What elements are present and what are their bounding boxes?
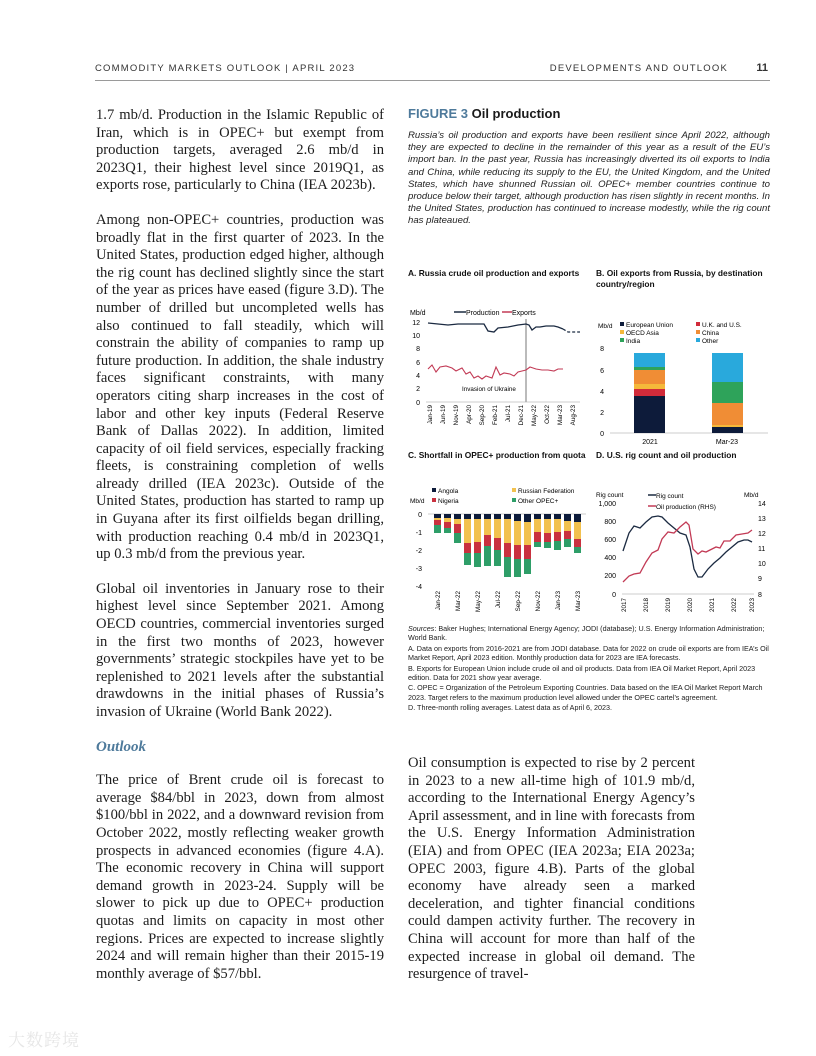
figure-3 [408, 106, 770, 228]
panel-c-title: C. Shortfall in OPEC+ production from quota [408, 450, 586, 460]
svg-text:Russian Federation: Russian Federation [518, 487, 575, 495]
svg-text:Apr-20: Apr-20 [466, 404, 473, 424]
note-d: D. Three-month rolling averages. Latest data as of April 6, 2023. [408, 703, 613, 713]
svg-text:2018: 2018 [643, 597, 650, 612]
svg-text:-1: -1 [415, 529, 422, 537]
production-line [428, 323, 563, 332]
panel-a-x-axis [427, 404, 577, 425]
left-column [96, 107, 384, 1000]
legend-exports: Exports [512, 309, 536, 317]
panel-c-unit: Mb/d [410, 497, 425, 505]
svg-text:Jul-21: Jul-21 [505, 404, 512, 422]
legend-oil-production: Oil production (RHS) [656, 503, 716, 511]
svg-text:2020: 2020 [687, 597, 694, 612]
svg-text:European Union: European Union [626, 322, 673, 329]
panel-d-y-axis-left [598, 501, 616, 599]
svg-text:China: China [702, 330, 719, 337]
svg-text:9: 9 [758, 575, 762, 583]
panel-a-title: A. Russia crude oil production and exports [408, 268, 580, 278]
svg-text:Nov-22: Nov-22 [535, 590, 542, 611]
panel-b-chart [596, 289, 776, 444]
svg-text:800: 800 [604, 518, 616, 526]
svg-text:-2: -2 [415, 547, 422, 555]
panel-b-legend [620, 322, 742, 345]
svg-text:13: 13 [758, 515, 766, 523]
figure-title-text: Oil production [471, 106, 561, 121]
svg-text:Aug-23: Aug-23 [570, 404, 577, 425]
svg-text:Jun-19: Jun-19 [440, 404, 447, 424]
figure-title [408, 106, 770, 121]
svg-text:6: 6 [600, 368, 604, 375]
paragraph-consumption: Oil consumption is expected to rise by 2 percent in 2023 to a new all-time high of 101.9 mb/d, according to the International Energy Agency’s April assessment, and in line with forecasts from the U.S. Energy Information Administration (EIA) and from OPEC (IEA 2023a; EIA 2023a; OPEC 2003, figure 4.B). Parts of the global economy have already seen a marked deceleration, and tighter financial conditions could dampen activity further. The recovery in China will account for more than half of the expected increase in global oil demand. The resurgence of travel- [408, 755, 695, 983]
svg-text:400: 400 [604, 554, 616, 562]
svg-text:Sep-20: Sep-20 [479, 404, 486, 425]
svg-text:1,000: 1,000 [598, 500, 616, 508]
svg-text:Mar-23: Mar-23 [557, 404, 564, 425]
panel-c-chart [408, 461, 590, 616]
svg-text:2019: 2019 [665, 597, 672, 612]
panel-b-unit: Mb/d [598, 323, 613, 330]
svg-text:-3: -3 [415, 565, 422, 573]
svg-text:2017: 2017 [621, 597, 628, 612]
svg-text:2: 2 [600, 410, 604, 417]
oil-production-line [623, 522, 752, 582]
panel-d-x-axis [621, 597, 756, 612]
svg-text:11: 11 [758, 545, 766, 553]
panel-d-us-rig-count [596, 450, 776, 621]
figure-description: Russia’s oil production and exports have been resilient since April 2022, although they are expected to decline in the remainder of this year as a result of the EU’s import ban. In the past year, Russia has increasingly diverted its oil exports to India and China, while reducing its supply to the EU, the United Kingdom, and the United States, which have shunned Russian oil. OPEC+ member countries continue to produce below their target, although production has risen slightly in recent months. In the United States, production has continued to increase modestly, while the rig count has plateaued. [408, 130, 770, 227]
panel-c-x-axis [435, 590, 582, 611]
svg-text:10: 10 [412, 332, 420, 340]
svg-text:Nigeria: Nigeria [438, 497, 459, 505]
svg-text:Mar-22: Mar-22 [455, 590, 462, 611]
note-a: A. Data on exports from 2016-2021 are from JODI database. Data for 2022 on crude oil exports are from IEA’s Oil Market Report, April 2023 edition. Monthly production data for 2023 are IEA forecasts. [408, 643, 769, 663]
svg-text:8: 8 [600, 346, 604, 353]
exports-line [428, 365, 563, 379]
svg-text:14: 14 [758, 500, 766, 508]
note-b: B. Exports for European Union include crude oil and oil products. Data from IEA Oil Market Report, April 2023 edition. Data for 2021 show year average. [408, 663, 756, 683]
svg-text:U.K. and U.S.: U.K. and U.S. [702, 322, 742, 329]
legend-rig-count: Rig count [656, 492, 684, 500]
svg-text:4: 4 [600, 389, 604, 396]
svg-text:0: 0 [612, 591, 616, 599]
publication-title: COMMODITY MARKETS OUTLOOK | APRIL 2023 [95, 63, 356, 74]
panel-d-chart [596, 461, 776, 621]
svg-text:2: 2 [416, 385, 420, 393]
panel-c-y-axis [416, 512, 422, 591]
production-forecast-line [563, 329, 580, 332]
svg-text:Other: Other [702, 338, 719, 345]
svg-text:Other OPEC+: Other OPEC+ [518, 497, 559, 505]
panel-b-russia-exports-destination [596, 268, 776, 444]
svg-text:May-22: May-22 [531, 404, 538, 426]
svg-text:0: 0 [416, 399, 420, 407]
panel-d-title: D. U.S. rig count and oil production [596, 450, 737, 460]
section-heading-outlook: Outlook [96, 738, 147, 755]
svg-text:Angola: Angola [438, 487, 459, 495]
panel-a-unit: Mb/d [410, 309, 426, 317]
panel-a-chart [408, 279, 588, 434]
svg-text:2022: 2022 [731, 597, 738, 612]
panel-c-legend [432, 488, 575, 505]
sources-label: Sources [408, 624, 435, 633]
svg-text:8: 8 [758, 591, 762, 599]
svg-text:2023: 2023 [749, 597, 756, 612]
panel-c-opec-shortfall [408, 450, 590, 616]
panel-a-russia-production [408, 268, 588, 434]
panel-a-y-axis [412, 320, 420, 407]
svg-text:Jan-23: Jan-23 [555, 590, 562, 610]
svg-text:Jan-22: Jan-22 [435, 590, 442, 610]
paragraph-non-opec: Among non-OPEC+ countries, production was broadly flat in the first quarter of 2023. In the United States, production edged higher, although the rig count has declined slightly since the start of the year as prices have eased (figure 3.D). The number of drilled but uncompleted wells has also continued to fall steadily, which will constrain the ability of companies to ramp up future production. In addition, the shale industry faces significant constraints, with many operators citing sharp increases in the cost of labor and other key inputs (Federal Reserve Bank of Dallas 2022). In addition, limited capacity of oil field services, especially fracking fleets, is constraining completion of wells already drilled (IEA 2023c). Outside of the United States, production has started to ramp up in Guyana after its first oilfields began drilling, with production reaching 0.4 mb/d in 2023Q1, up 0.3 mb/d from the previous year. [96, 211, 384, 563]
panel-d-unit-left: Rig count [596, 491, 624, 499]
svg-text:Oct-22: Oct-22 [544, 404, 551, 424]
svg-text:Jul-22: Jul-22 [495, 590, 502, 608]
running-header [95, 62, 770, 81]
svg-text:2021: 2021 [709, 597, 716, 612]
sources-line [408, 624, 770, 643]
paragraph-outlook: The price of Brent crude oil is forecast to average $84/bbl in 2023, down from almost $100/bbl in 2022, and a downward revision from October 2022, mostly reflecting weaker growth prospects in advanced economies (figure 4.A). The economic recovery in China will support demand growth in 2023-24. Supply will be slower to pick up due to OPEC+ production quotas and limits on capacity in most other regions. Prices are expected to increase slightly 2024 and will remain higher than their 2015-19 monthly average of $57/bbl. [96, 772, 384, 982]
svg-text:600: 600 [604, 536, 616, 544]
paragraph-iran: 1.7 mb/d. Production in the Islamic Republic of Iran, which is in OPEC+ but exempt from production targets, averaged 2.6 mb/d in 2023Q1, their highest level since 2019Q1, as exports rose, particularly to China (IEA 2023b). [96, 107, 384, 194]
svg-text:2021: 2021 [642, 439, 658, 444]
bar-2021 [634, 353, 665, 433]
paragraph-inventories: Global oil inventories in January rose to their highest level since September 2021. Among OECD countries, commercial inventories surged in the first two months of 2023, however governments’ strategic stockpiles have yet to be replenished to 2021 levels after the substantial drawdowns in the initial phases of Russia’s invasion of Ukraine (World Bank 2022). [96, 580, 384, 720]
svg-text:Sep-22: Sep-22 [515, 590, 522, 611]
svg-text:-4: -4 [415, 583, 422, 591]
page-number: 11 [756, 62, 768, 74]
legend-production: Production [466, 309, 500, 317]
svg-text:India: India [626, 338, 641, 345]
svg-text:6: 6 [416, 359, 420, 367]
panel-d-unit-right: Mb/d [744, 491, 759, 499]
bar-mar-23 [712, 353, 743, 433]
svg-text:Feb-21: Feb-21 [492, 404, 499, 425]
svg-text:May-22: May-22 [475, 590, 482, 612]
right-column [408, 755, 695, 984]
svg-text:Mar-23: Mar-23 [715, 439, 739, 444]
svg-text:8: 8 [416, 345, 420, 353]
svg-text:Nov-19: Nov-19 [453, 404, 460, 425]
panel-c-bars [434, 514, 581, 577]
svg-text:Mar-23: Mar-23 [575, 590, 582, 611]
figure-number: FIGURE 3 [408, 106, 468, 121]
svg-text:4: 4 [416, 372, 420, 380]
watermark-logo: 大数跨境 [8, 1031, 80, 1051]
panel-d-y-axis-right [758, 501, 766, 599]
figure-notes [408, 624, 770, 714]
note-c: C. OPEC = Organization of the Petroleum Exporting Countries. Data based on the IEA Oil Market Report March 2023. Target refers to the maximum production level allowed under the OPEC cartel’s agreement. [408, 683, 763, 702]
svg-text:0: 0 [600, 431, 604, 438]
svg-text:OECD Asia: OECD Asia [626, 330, 659, 337]
sources-text: : Baker Hughes; International Energy Agency; JODI (database); U.S. Energy Information Administration; World Bank. [408, 624, 765, 643]
panel-b-y-axis [600, 346, 604, 438]
svg-text:Dec-21: Dec-21 [518, 404, 525, 425]
panel-b-title: B. Oil exports from Russia, by destination country/region [596, 268, 763, 289]
panel-b-x-axis [642, 439, 738, 444]
svg-text:10: 10 [758, 560, 766, 568]
svg-text:Jan-19: Jan-19 [427, 404, 434, 424]
svg-text:12: 12 [412, 319, 420, 327]
svg-text:12: 12 [758, 530, 766, 538]
svg-text:200: 200 [604, 572, 616, 580]
svg-text:0: 0 [418, 511, 422, 519]
invasion-annotation: Invasion of Ukraine [462, 385, 516, 393]
section-title: DEVELOPMENTS AND OUTLOOK [549, 63, 728, 74]
